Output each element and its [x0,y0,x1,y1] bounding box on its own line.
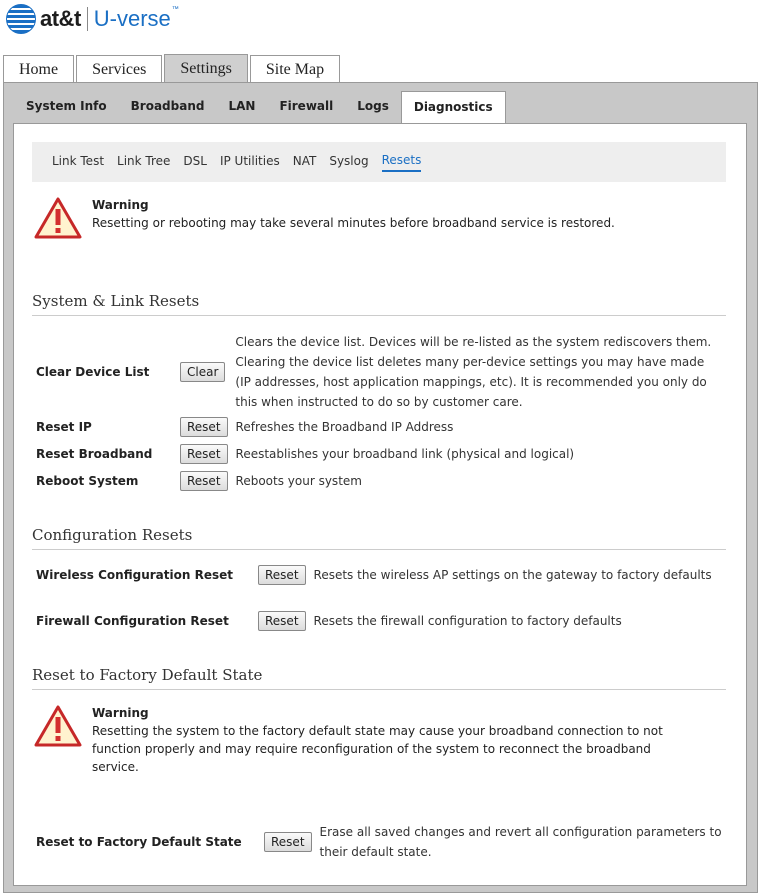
row-wireless-config-reset [36,565,714,585]
settings-subnav [14,91,506,124]
section-system-link-resets: System & Link Resets [32,292,726,316]
diag-link-syslog[interactable]: Syslog [329,153,369,168]
warning-icon [34,196,82,240]
reset-broadband-button[interactable]: Reset [180,444,228,464]
reset-warning [34,196,692,240]
subtab-system-info[interactable]: System Info [26,99,107,113]
firewall-config-reset-button[interactable]: Reset [258,611,306,631]
clear-device-list-desc: Clears the device list. Devices will be re-listed as the system rediscovers them. Clearing the device list deletes many per-device settings you may have made (IP addresses, host application mappings, etc). It is recommended you only do this when instructed to do so by customer care. [235,335,712,409]
factory-reset-button[interactable]: Reset [264,832,312,852]
row-reboot-system [36,471,362,491]
reset-broadband-desc: Reestablishes your broadband link (physical and logical) [235,447,575,461]
reset-broadband-label: Reset Broadband [36,447,153,461]
top-navigation [3,54,342,83]
reset-ip-button[interactable]: Reset [180,417,228,437]
reboot-system-desc: Reboots your system [235,474,362,488]
row-reset-ip [36,417,453,437]
diag-link-link-test[interactable]: Link Test [52,153,105,168]
diagnostics-content [13,123,747,886]
reset-ip-desc: Refreshes the Broadband IP Address [235,420,454,434]
clear-device-list-label: Clear Device List [36,365,150,379]
tab-home[interactable]: Home [3,55,74,83]
wireless-config-reset-label: Wireless Configuration Reset [36,568,233,582]
factory-warning [34,704,697,776]
diag-link-ip-utilities[interactable]: IP Utilities [219,153,280,168]
reboot-system-label: Reboot System [36,474,139,488]
tab-site-map[interactable]: Site Map [250,55,340,83]
logo-divider [87,7,88,31]
factory-reset-desc: Erase all saved changes and revert all configuration parameters to their default state. [319,825,722,859]
factory-warning-title: Warning [92,706,149,720]
subtab-firewall[interactable]: Firewall [279,99,334,113]
settings-panel [3,82,758,893]
subtab-logs[interactable]: Logs [357,99,389,113]
subtab-broadband[interactable]: Broadband [130,99,205,113]
tab-services[interactable]: Services [76,55,162,83]
wireless-config-reset-button[interactable]: Reset [258,565,306,585]
warning-title: Warning [92,198,149,212]
subtab-diagnostics[interactable]: Diagnostics [401,91,506,124]
warning-icon [34,704,82,748]
brand-name: at&t [40,6,81,31]
subtab-lan[interactable]: LAN [228,99,256,113]
factory-reset-label: Reset to Factory Default State [36,835,242,849]
warning-text: Resetting or rebooting may take several minutes before broadband service is restored. [92,216,615,230]
factory-warning-text: Resetting the system to the factory default state may cause your broadband connection to not function properly and may require reconfiguration of the system to reconnect the broadband service. [92,724,663,774]
tab-settings[interactable]: Settings [164,54,248,83]
diag-link-resets[interactable]: Resets [382,153,422,172]
row-reset-broadband [36,444,574,464]
att-globe-icon [6,4,36,34]
row-firewall-config-reset [36,611,622,631]
reset-ip-label: Reset IP [36,420,92,434]
diag-link-nat[interactable]: NAT [292,153,317,168]
section-factory-default: Reset to Factory Default State [32,666,726,690]
att-uverse-logo [6,3,179,35]
row-factory-reset [36,822,730,862]
diagnostics-nav [32,142,726,182]
reboot-system-button[interactable]: Reset [180,471,228,491]
firewall-config-reset-desc: Resets the firewall configuration to factory defaults [313,614,622,628]
diag-link-link-tree[interactable]: Link Tree [117,153,171,168]
row-clear-device-list [36,332,720,412]
wireless-config-reset-desc: Resets the wireless AP settings on the gateway to factory defaults [313,568,712,582]
diag-link-dsl[interactable]: DSL [183,153,207,168]
section-configuration-resets: Configuration Resets [32,526,726,550]
product-name: U-verse™ [93,6,179,31]
clear-device-list-button[interactable]: Clear [180,362,225,382]
firewall-config-reset-label: Firewall Configuration Reset [36,614,229,628]
